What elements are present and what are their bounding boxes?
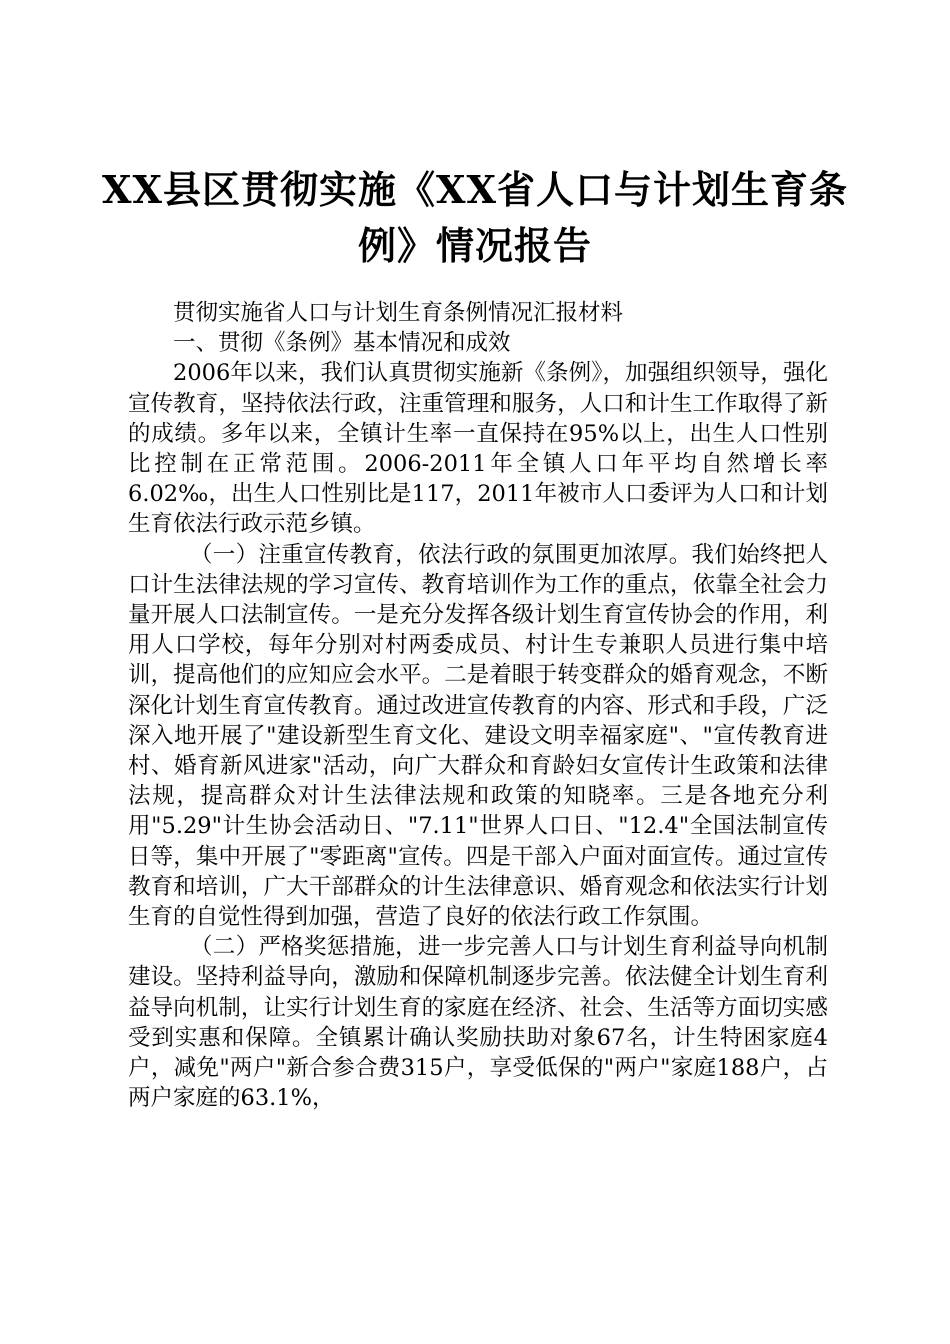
body-paragraph: （一）注重宣传教育，依法行政的氛围更加浓厚。我们始终把人口计生法律法规的学习宣传、教育培训作为工作的重点，依靠全社会力量开展人口法制宣传。一是充分发挥各级计划生育宣传协会的作用，利用人口学校，每年分别对村两委成员、村计生专兼职人员进行集中培训，提高他们的应知应会水平。二是着眼于转变群众的婚育观念，不断深化计划生育宣传教育。通过改进宣传教育的内容、形式和手段，广泛深入地开展了"建设新型生育文化、建设文明幸福家庭"、"宣传教育进村、婚育新风进家"活动，向广大群众和育龄妇女宣传计生政策和法律法规，提高群众对计生法律法规和政策的知晓率。三是各地充分利用"5.29"计生协会活动日、"7.11"世界人口日、"12.4"全国法制宣传日等，集中开展了"零距离"宣传。四是干部入户面对面宣传。通过宣传教育和培训，广大干部群众的计生法律意识、婚育观念和依法实行计划生育的自觉性得到加强，营造了良好的依法行政工作氛围。 [128,541,828,931]
document-title-line-2: 例》情况报告 [357,223,592,268]
document-title-line-1: XX县区贯彻实施《XX省人口与计划生育条 [102,167,848,212]
body-paragraph: 2006年以来，我们认真贯彻实施新《条例》，加强组织领导，强化宣传教育，坚持依法行政，注重管理和服务，人口和计生工作取得了新的成绩。多年以来，全镇计生率一直保持在95%以上，出生人口性别比控制在正常范围。2006-2011年全镇人口年平均自然增长率6.02‰，出生人口性别比是117，2011年被市人口委评为人口和计划生育依法行政示范乡镇。 [128,360,828,538]
body-paragraph: （二）严格奖惩措施，进一步完善人口与计划生育利益导向机制建设。坚持利益导向，激励和保障机制逐步完善。依法健全计划生育利益导向机制，让实行计划生育的家庭在经济、社会、生活等方面切实感受到实惠和保障。全镇累计确认奖励扶助对象67名，计生特困家庭4户，减免"两户"新合参合费315户，享受低保的"两户"家庭188户，占两户家庭的63.1%， [128,934,828,1112]
subtitle-paragraph: 贯彻实施省人口与计划生育条例情况汇报材料 [173,300,624,326]
section-heading: 一、贯彻《条例》基本情况和成效 [173,330,511,357]
document-body [128,298,828,1113]
